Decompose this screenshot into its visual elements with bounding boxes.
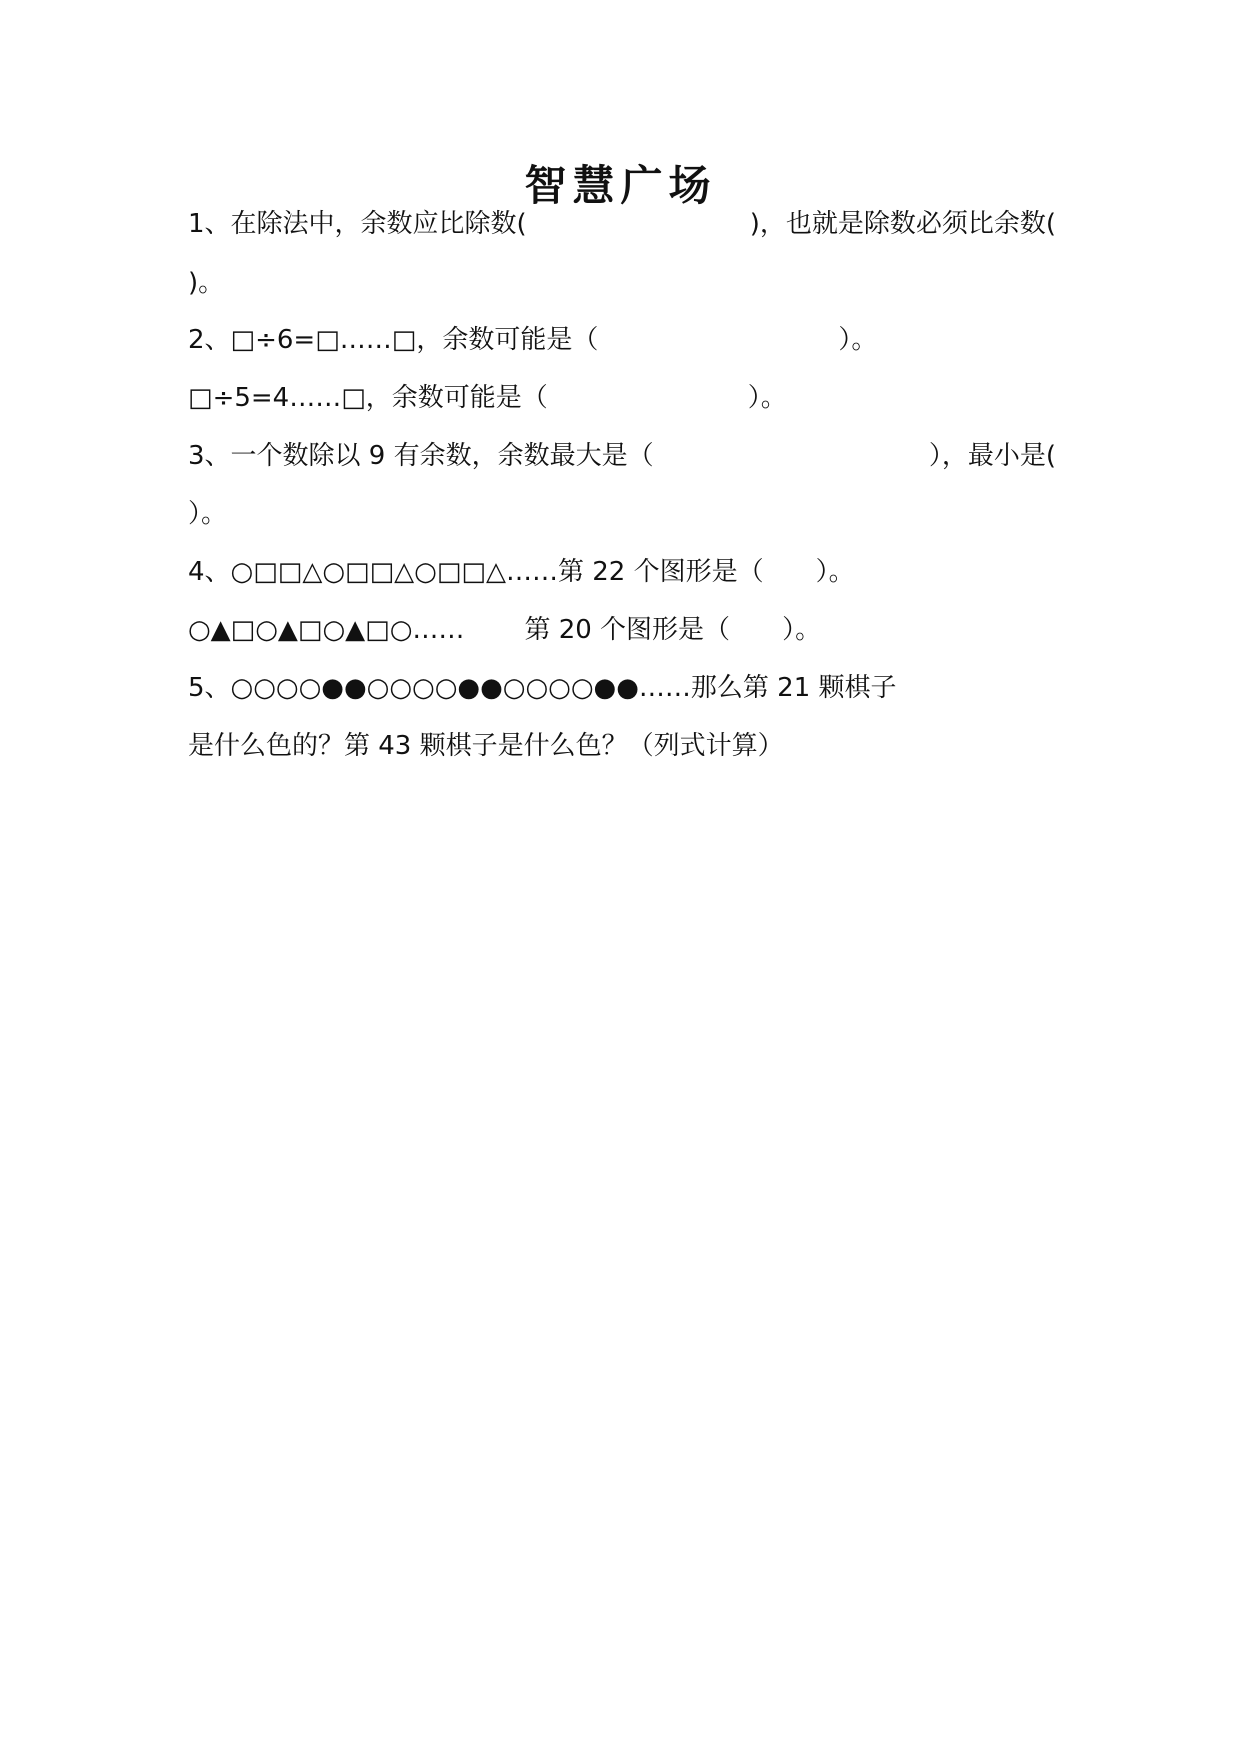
question-5-line-2 bbox=[188, 726, 784, 766]
question-1-blank-1 bbox=[594, 204, 682, 244]
question-4-text-b: ）。 bbox=[815, 557, 855, 587]
question-2-line-2 bbox=[188, 378, 787, 418]
question-3-text-a: 3、一个数除以 9 有余数，余数最大是（ bbox=[188, 441, 654, 471]
question-5-line-1 bbox=[188, 668, 897, 708]
question-4-line-1 bbox=[188, 552, 855, 592]
question-3-blank-1 bbox=[747, 436, 835, 476]
question-2-line-1 bbox=[188, 320, 877, 360]
question-3-text-b: ），最小是( bbox=[928, 441, 1056, 471]
question-3-text-c: ）。 bbox=[188, 499, 228, 529]
question-1-text-b: )，也就是除数必须比余数( bbox=[749, 209, 1056, 239]
question-2-text-c: □÷5=4……□，余数可能是（ bbox=[188, 383, 548, 413]
question-4-text-c: 第 20 个图形是（ bbox=[524, 615, 731, 645]
question-4-sequence: ○▲□○▲□○▲□○…… bbox=[188, 615, 465, 645]
question-5-text-b: 是什么色的？第 43 颗棋子是什么色？（列式计算） bbox=[188, 731, 784, 761]
question-1-text-a: 1、在除法中，余数应比除数( bbox=[188, 209, 527, 239]
question-4-line-2 bbox=[188, 610, 821, 650]
question-1-text-c: )。 bbox=[188, 268, 225, 298]
question-4-text-a: 4、○□□△○□□△○□□△……第 22 个图形是（ bbox=[188, 557, 764, 587]
question-1-line-1 bbox=[188, 204, 1056, 244]
question-3-line-1 bbox=[188, 436, 1056, 476]
question-2-text-b: ）。 bbox=[838, 325, 878, 355]
question-4-text-d: ）。 bbox=[782, 615, 822, 645]
question-1-line-2 bbox=[188, 263, 224, 303]
question-2-text-a: 2、□÷6=□……□，余数可能是（ bbox=[188, 325, 599, 355]
page-title: 智慧广场 bbox=[524, 161, 717, 210]
question-3-line-2 bbox=[188, 494, 227, 534]
question-2-text-d: ）。 bbox=[747, 383, 787, 413]
question-5-text-a: 5、○○○○●●○○○○●●○○○○●●……那么第 21 颗棋子 bbox=[188, 673, 897, 703]
